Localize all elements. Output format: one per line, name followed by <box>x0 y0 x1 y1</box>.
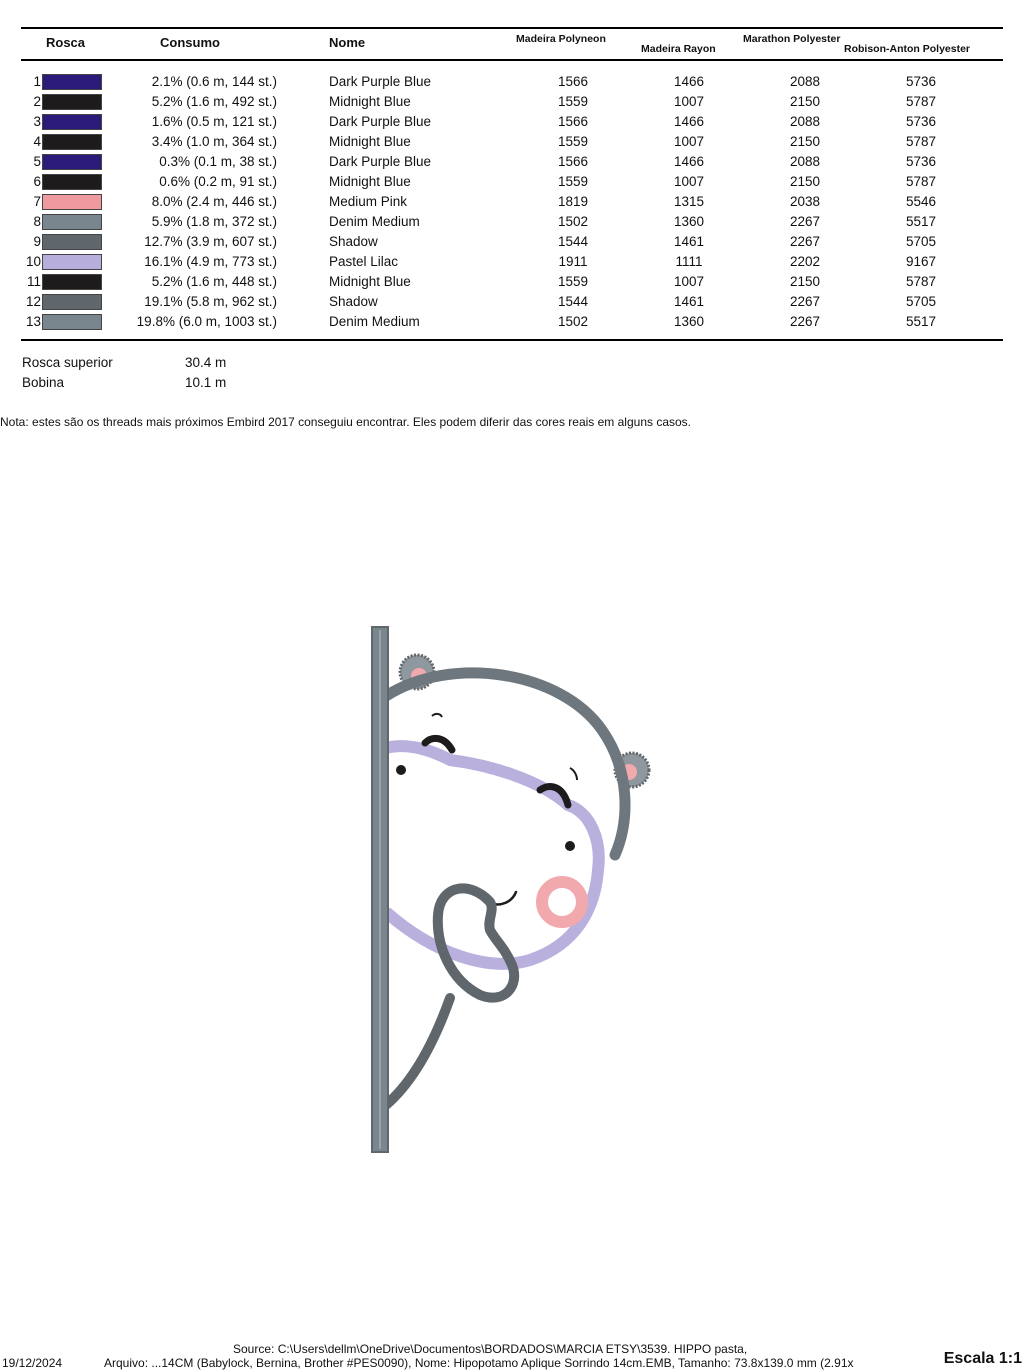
madeira-polyneon-cell: 1559 <box>557 94 589 109</box>
color-swatch <box>42 74 102 90</box>
color-swatch <box>42 174 102 190</box>
consumo-cell: 3.4% (1.0 m, 364 st.) <box>151 134 277 149</box>
madeira-rayon-cell: 1461 <box>673 294 705 309</box>
thread-number: 13 <box>25 314 41 329</box>
marathon-polyester-cell: 2150 <box>789 174 821 189</box>
thread-number: 6 <box>33 174 41 189</box>
madeira-rayon-cell: 1360 <box>673 314 705 329</box>
madeira-polyneon-cell: 1911 <box>558 254 588 269</box>
robison-anton-cell: 5517 <box>905 214 937 229</box>
bobina-value: 10.1 m <box>185 375 227 390</box>
thread-number: 8 <box>33 214 41 229</box>
color-swatch <box>42 274 102 290</box>
madeira-rayon-cell: 1007 <box>673 274 705 289</box>
marathon-polyester-cell: 2088 <box>789 74 821 89</box>
marathon-polyester-cell: 2267 <box>789 294 821 309</box>
madeira-rayon-cell: 1360 <box>673 214 705 229</box>
marathon-polyester-cell: 2038 <box>789 194 821 209</box>
nome-cell: Dark Purple Blue <box>329 74 432 89</box>
robison-anton-cell: 5787 <box>905 134 937 149</box>
robison-anton-cell: 5787 <box>905 274 937 289</box>
madeira-polyneon-cell: 1502 <box>557 314 589 329</box>
thread-number: 9 <box>33 234 41 249</box>
robison-anton-cell: 5736 <box>905 74 937 89</box>
left-nostril <box>396 765 406 775</box>
nome-cell: Medium Pink <box>329 194 408 209</box>
thread-number: 10 <box>25 254 41 269</box>
marathon-polyester-cell: 2267 <box>789 214 821 229</box>
color-swatch <box>42 314 102 330</box>
madeira-polyneon-cell: 1502 <box>557 214 589 229</box>
table-row <box>0 292 1024 312</box>
madeira-polyneon-cell: 1566 <box>557 154 589 169</box>
nome-cell: Denim Medium <box>329 314 420 329</box>
madeira-polyneon-cell: 1559 <box>557 134 589 149</box>
color-swatch <box>42 194 102 210</box>
consumo-cell: 0.6% (0.2 m, 91 st.) <box>159 174 277 189</box>
footer-arquivo: Arquivo: ...14CM (Babylock, Bernina, Brother #PES0090), Nome: Hipopotamo Aplique Sorrindo 14cm.EMB, Tamanho: 73.8x139.0 mm (2.91x <box>104 1356 854 1370</box>
nome-cell: Denim Medium <box>329 214 420 229</box>
consumo-cell: 19.1% (5.8 m, 962 st.) <box>144 294 277 309</box>
madeira-rayon-cell: 1466 <box>673 114 705 129</box>
right-lash <box>570 768 577 780</box>
madeira-polyneon-cell: 1559 <box>557 174 589 189</box>
color-swatch <box>42 134 102 150</box>
consumo-cell: 5.2% (1.6 m, 492 st.) <box>151 94 277 109</box>
color-swatch <box>42 234 102 250</box>
madeira-rayon-cell: 1007 <box>673 94 705 109</box>
nome-cell: Shadow <box>329 294 378 309</box>
consumo-cell: 5.2% (1.6 m, 448 st.) <box>151 274 277 289</box>
nome-cell: Midnight Blue <box>329 134 411 149</box>
thread-number: 12 <box>25 294 41 309</box>
table-row <box>0 172 1024 192</box>
table-row <box>0 72 1024 92</box>
cheek <box>542 882 582 922</box>
robison-anton-cell: 5517 <box>905 314 937 329</box>
robison-anton-cell: 5787 <box>905 94 937 109</box>
table-row <box>0 272 1024 292</box>
nome-cell: Pastel Lilac <box>329 254 399 269</box>
header-rosca: Rosca <box>46 35 86 50</box>
marathon-polyester-cell: 2267 <box>789 314 821 329</box>
rosca-superior-label: Rosca superior <box>22 355 113 370</box>
marathon-polyester-cell: 2088 <box>789 114 821 129</box>
madeira-polyneon-cell: 1544 <box>557 234 589 249</box>
marathon-polyester-cell: 2150 <box>789 274 821 289</box>
header-marathon-polyester: Marathon Polyester <box>743 33 841 45</box>
robison-anton-cell: 5736 <box>905 154 937 169</box>
bobina-label: Bobina <box>22 375 65 390</box>
table-row <box>0 192 1024 212</box>
rosca-superior-value: 30.4 m <box>185 355 227 370</box>
nome-cell: Dark Purple Blue <box>329 154 432 169</box>
nome-cell: Midnight Blue <box>329 274 411 289</box>
madeira-polyneon-cell: 1566 <box>557 74 589 89</box>
table-row <box>0 92 1024 112</box>
nome-cell: Midnight Blue <box>329 174 411 189</box>
madeira-rayon-cell: 1466 <box>673 74 705 89</box>
thread-number: 1 <box>33 74 41 89</box>
left-lash <box>432 714 442 717</box>
table-bottom-rule <box>21 339 1003 341</box>
marathon-polyester-cell: 2202 <box>789 254 821 269</box>
nome-cell: Shadow <box>329 234 378 249</box>
nome-cell: Midnight Blue <box>329 94 411 109</box>
consumo-cell: 2.1% (0.6 m, 144 st.) <box>151 74 277 89</box>
thread-number: 2 <box>33 94 41 109</box>
madeira-polyneon-cell: 1819 <box>557 194 589 209</box>
thread-number: 3 <box>33 114 41 129</box>
table-row <box>0 252 1024 272</box>
nome-cell: Dark Purple Blue <box>329 114 432 129</box>
table-row <box>0 232 1024 252</box>
header-madeira-polyneon: Madeira Polyneon <box>516 33 606 45</box>
consumo-cell: 12.7% (3.9 m, 607 st.) <box>144 234 277 249</box>
robison-anton-cell: 9167 <box>905 254 937 269</box>
robison-anton-cell: 5705 <box>905 294 937 309</box>
body-outline <box>386 998 450 1105</box>
table-top-rule <box>21 27 1003 29</box>
table-header-rule <box>21 59 1003 61</box>
marathon-polyester-cell: 2267 <box>789 234 821 249</box>
madeira-rayon-cell: 1315 <box>673 194 705 209</box>
thread-number: 5 <box>33 154 41 169</box>
madeira-rayon-cell: 1007 <box>673 134 705 149</box>
marathon-polyester-cell: 2150 <box>789 94 821 109</box>
header-madeira-rayon: Madeira Rayon <box>641 43 716 55</box>
marathon-polyester-cell: 2150 <box>789 134 821 149</box>
consumo-cell: 0.3% (0.1 m, 38 st.) <box>159 154 277 169</box>
footer-date: 19/12/2024 <box>2 1356 63 1370</box>
color-swatch <box>42 154 102 170</box>
robison-anton-cell: 5705 <box>905 234 937 249</box>
madeira-polyneon-cell: 1544 <box>557 294 589 309</box>
color-swatch <box>42 94 102 110</box>
madeira-rayon-cell: 1466 <box>673 154 705 169</box>
madeira-rayon-cell: 1461 <box>673 234 705 249</box>
header-nome: Nome <box>329 35 366 50</box>
consumo-cell: 16.1% (4.9 m, 773 st.) <box>144 254 277 269</box>
consumo-cell: 1.6% (0.5 m, 121 st.) <box>151 114 277 129</box>
consumo-cell: 19.8% (6.0 m, 1003 st.) <box>136 314 277 329</box>
madeira-rayon-cell: 1007 <box>673 174 705 189</box>
table-row <box>0 152 1024 172</box>
note-text: Nota: estes são os threads mais próximos Embird 2017 conseguiu encontrar. Eles podem diferir das cores reais em alguns casos. <box>0 415 692 429</box>
table-row <box>0 132 1024 152</box>
right-nostril <box>565 841 575 851</box>
robison-anton-cell: 5546 <box>905 194 937 209</box>
thread-number: 4 <box>33 134 41 149</box>
madeira-polyneon-cell: 1566 <box>557 114 589 129</box>
robison-anton-cell: 5787 <box>905 174 937 189</box>
table-row <box>0 212 1024 232</box>
color-swatch <box>42 214 102 230</box>
consumo-cell: 5.9% (1.8 m, 372 st.) <box>151 214 277 229</box>
table-row <box>0 312 1024 332</box>
color-swatch <box>42 254 102 270</box>
consumo-cell: 8.0% (2.4 m, 446 st.) <box>151 194 277 209</box>
madeira-polyneon-cell: 1559 <box>557 274 589 289</box>
robison-anton-cell: 5736 <box>905 114 937 129</box>
hippo-embroidery-design <box>340 600 680 1180</box>
color-swatch <box>42 114 102 130</box>
footer-scale: Escala 1:1 <box>943 1350 1022 1367</box>
footer-source: Source: C:\Users\dellm\OneDrive\Documentos\BORDADOS\MARCIA ETSY\3539. HIPPO pasta, <box>233 1342 748 1356</box>
header-consumo: Consumo <box>160 35 220 50</box>
thread-number: 11 <box>26 274 41 289</box>
color-swatch <box>42 294 102 310</box>
thread-number: 7 <box>33 194 41 209</box>
madeira-rayon-cell: 1111 <box>675 254 703 269</box>
header-robison-anton-polyester: Robison-Anton Polyester <box>844 43 971 55</box>
table-row <box>0 112 1024 132</box>
marathon-polyester-cell: 2088 <box>789 154 821 169</box>
